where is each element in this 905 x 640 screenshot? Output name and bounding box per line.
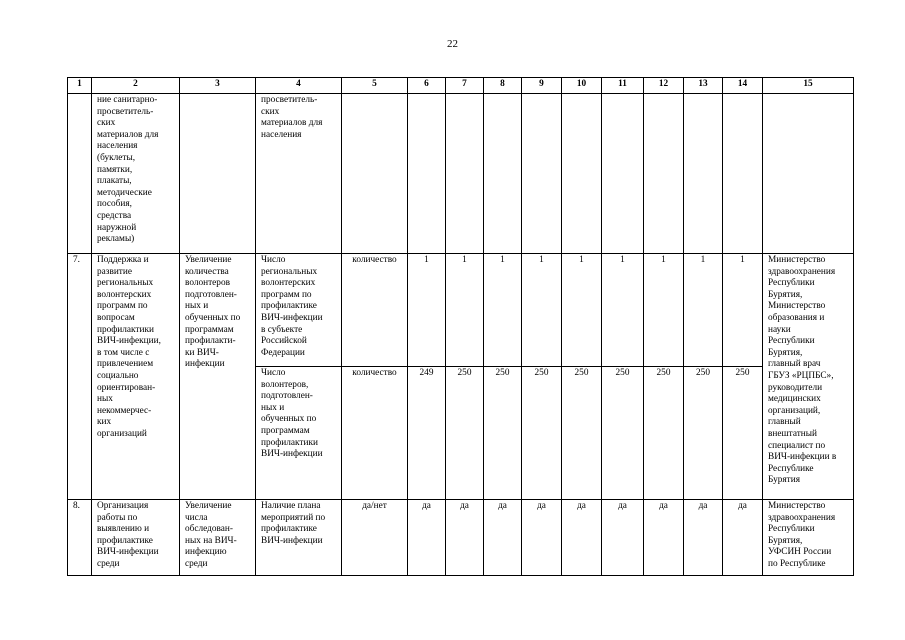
program-table: [67, 77, 854, 576]
cell-value: 250: [602, 367, 644, 500]
cell-indicator: Число волонтеров, подготовлен- ных и обученных по программам профилактики ВИЧ-инфекции: [256, 367, 342, 500]
cell-value: 250: [684, 367, 723, 500]
cell-empty: [522, 94, 562, 254]
cell-unit: количество: [342, 367, 408, 500]
table-row-continued: [68, 94, 854, 254]
column-number: 12: [644, 78, 684, 94]
cell-indicator: Число региональных волонтерских программ по профилактике ВИЧ-инфекции в субъекте Российской Федерации: [256, 254, 342, 367]
cell-unit: количество: [342, 254, 408, 367]
row-number: 8.: [68, 500, 92, 576]
cell-value: 250: [446, 367, 484, 500]
cell-activity: ние санитарно- просветитель- ских материалов для населения (буклеты, памятки, плакаты, методические пособия, средства наружной рекламы): [92, 94, 180, 254]
cell-value: 1: [723, 254, 763, 367]
cell-value: 250: [562, 367, 602, 500]
column-number: 9: [522, 78, 562, 94]
column-number: 14: [723, 78, 763, 94]
cell-empty: [68, 94, 92, 254]
cell-value: 250: [484, 367, 522, 500]
cell-value: 1: [644, 254, 684, 367]
cell-value: да: [408, 500, 446, 576]
cell-empty: [342, 94, 408, 254]
cell-empty: [408, 94, 446, 254]
column-number: 1: [68, 78, 92, 94]
cell-value: 1: [562, 254, 602, 367]
column-number: 8: [484, 78, 522, 94]
cell-responsible: Министерство здравоохранения Республики Бурятия, УФСИН России по Республике: [763, 500, 854, 576]
column-number: 7: [446, 78, 484, 94]
column-number: 5: [342, 78, 408, 94]
cell-value: 250: [522, 367, 562, 500]
column-number: 13: [684, 78, 723, 94]
cell-value: да: [562, 500, 602, 576]
cell-indicator: просветитель- ских материалов для населения: [256, 94, 342, 254]
cell-value: да: [644, 500, 684, 576]
cell-value: да: [684, 500, 723, 576]
cell-empty: [562, 94, 602, 254]
cell-expected-result: Увеличение числа обследован- ных на ВИЧ- инфекцию среди: [180, 500, 256, 576]
cell-value: 1: [408, 254, 446, 367]
cell-empty: [602, 94, 644, 254]
row-number: 7.: [68, 254, 92, 500]
cell-value: 1: [484, 254, 522, 367]
cell-activity: Организация работы по выявлению и профилактике ВИЧ-инфекции среди: [92, 500, 180, 576]
cell-value: 1: [446, 254, 484, 367]
column-number: 6: [408, 78, 446, 94]
column-number: 11: [602, 78, 644, 94]
cell-empty: [763, 94, 854, 254]
cell-empty: [446, 94, 484, 254]
column-number: 3: [180, 78, 256, 94]
cell-value: да: [484, 500, 522, 576]
cell-expected-result: Увеличение количества волонтеров подготовлен- ных и обученных по программам профилакти- ки ВИЧ- инфекции: [180, 254, 256, 500]
cell-value: да: [723, 500, 763, 576]
cell-responsible: Министерство здравоохранения Республики Бурятия, Министерство образования и науки Республики Бурятия, главный врач ГБУЗ «РЦПБС», руководители медицинских организаций, главный внештатный специалист по ВИЧ-инфекции в Республике Бурятия: [763, 254, 854, 500]
cell-value: да: [522, 500, 562, 576]
cell-value: 250: [644, 367, 684, 500]
page-number: 22: [447, 38, 458, 50]
cell-value: 250: [723, 367, 763, 500]
cell-value: 1: [602, 254, 644, 367]
cell-value: 1: [522, 254, 562, 367]
cell-empty: [484, 94, 522, 254]
cell-empty: [684, 94, 723, 254]
cell-value: 249: [408, 367, 446, 500]
table-row-8: [68, 500, 854, 576]
column-number: 15: [763, 78, 854, 94]
cell-empty: [180, 94, 256, 254]
cell-empty: [644, 94, 684, 254]
column-number: 4: [256, 78, 342, 94]
cell-indicator: Наличие плана мероприятий по профилактике ВИЧ-инфекции: [256, 500, 342, 576]
column-number: 10: [562, 78, 602, 94]
cell-value: да: [602, 500, 644, 576]
cell-value: 1: [684, 254, 723, 367]
table-row-7: [68, 254, 854, 367]
column-number: 2: [92, 78, 180, 94]
cell-unit: да/нет: [342, 500, 408, 576]
cell-activity: Поддержка и развитие региональных волонтерских программ по вопросам профилактики ВИЧ-инфекции, в том числе с привлечением социально ориентирован- ных некоммерчес- ких организаций: [92, 254, 180, 500]
column-number-row: [68, 78, 854, 94]
cell-value: да: [446, 500, 484, 576]
cell-empty: [723, 94, 763, 254]
